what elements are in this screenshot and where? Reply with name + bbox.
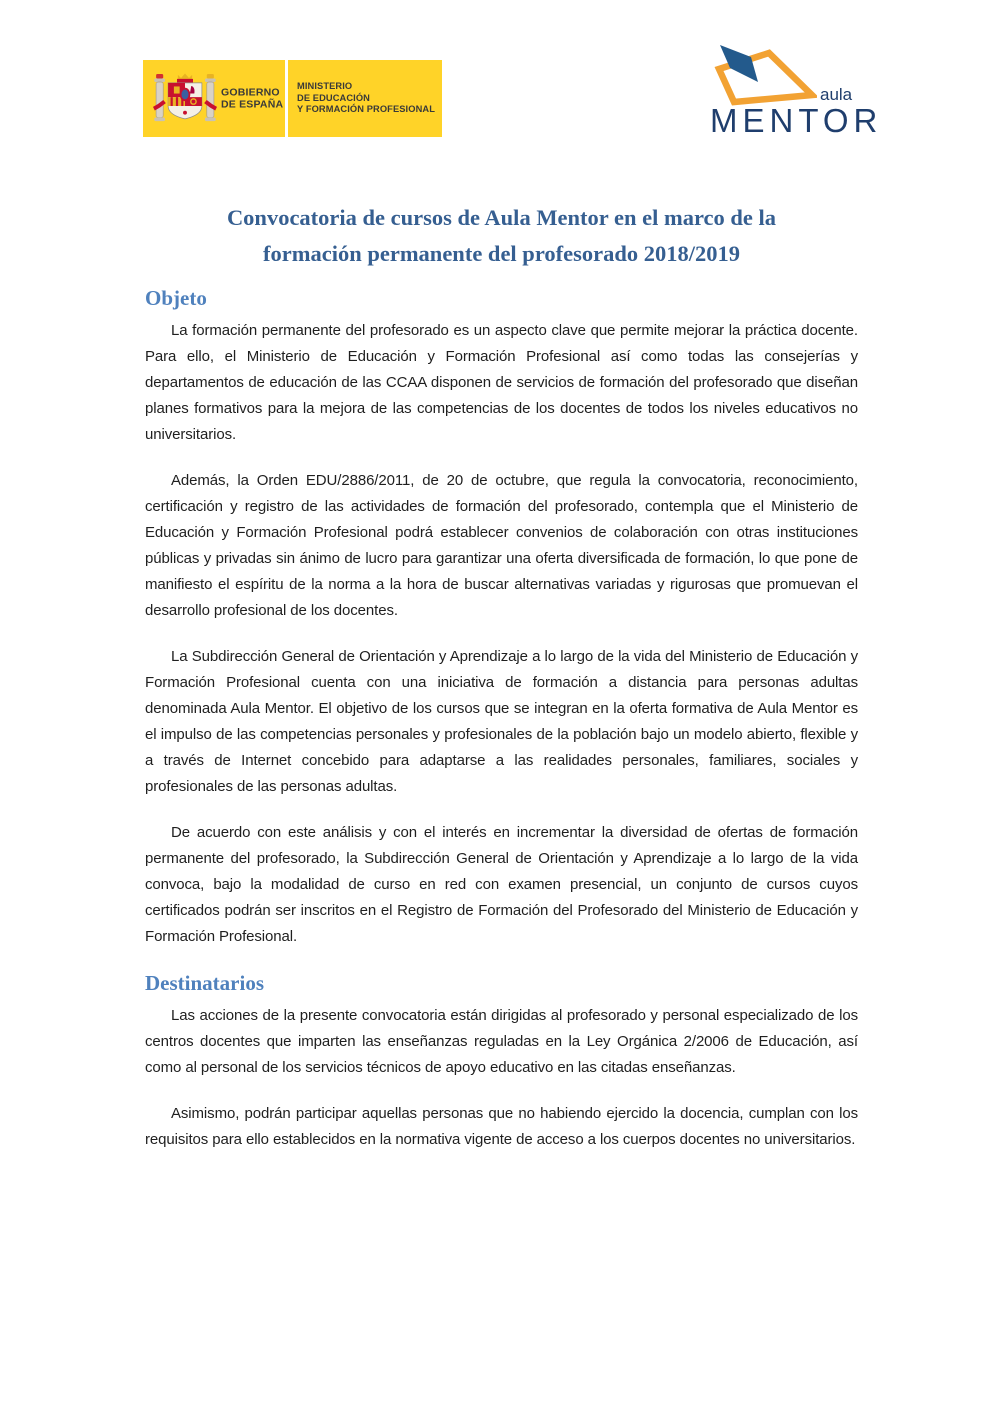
- paragraph: La Subdirección General de Orientación y Aprendizaje a lo largo de la vida del Ministerio de Educación y Formación Profesional cuenta con una iniciativa de formación a distancia para personas adultas denominada Aula Mentor. El objetivo de los cursos que se integran en la oferta formativa de Aula Mentor es el impulso de las competencias personales y profesionales de la población bajo un modelo abierto, flexible y a través de Internet concebido para adaptarse a las realidades personales, familiares, sociales y profesionales de las personas adultas.: [145, 648, 858, 795]
- aula-label: aula: [820, 85, 853, 104]
- section-objeto: [145, 285, 858, 950]
- document-title: [145, 200, 858, 272]
- gov-name-line: GOBIERNO: [221, 86, 280, 98]
- title-line-1: Convocatoria de cursos de Aula Mentor en el marco de la: [226, 205, 777, 230]
- ministry-name-line: Y FORMACIÓN PROFESIONAL: [297, 104, 435, 115]
- section-heading-destinatarios: Destinatarios: [145, 971, 264, 995]
- mentor-label: MENTOR: [710, 102, 883, 139]
- paragraph: Las acciones de la presente convocatoria están dirigidas al profesorado y personal especializado de los centros docentes que imparten las enseñanzas reguladas en la Ley Orgánica 2/2006 de Educación, así como al personal de los servicios técnicos de apoyo educativo en las citadas enseñanzas.: [145, 1007, 858, 1076]
- paragraph: Además, la Orden EDU/2886/2011, de 20 de octubre, que regula la convocatoria, reconocimiento, certificación y registro de las actividades de formación del profesorado, contempla que el Ministerio de Educación y Formación Profesional podrá establecer convenios de colaboración con otras instituciones públicas y privadas sin ánimo de lucro para garantizar una oferta diversificada de formación, lo que pone de manifiesto el espíritu de la norma a la hora de buscar alternativas variadas y rigurosas que promuevan el desarrollo profesional de los docentes.: [145, 472, 858, 619]
- paragraph: La formación permanente del profesorado es un aspecto clave que permite mejorar la práctica docente. Para ello, el Ministerio de Educación y Formación Profesional así como todas las consejerías y departamentos de educación de las CCAA disponen de servicios de formación del profesorado que diseñan planes formativos para la mejora de las competencias de los docentes de todos los niveles educativos no universitarios.: [145, 322, 858, 443]
- ministry-name-line: DE EDUCACIÓN: [297, 92, 370, 103]
- section-heading-objeto: Objeto: [145, 286, 207, 310]
- paragraph: Asimismo, podrán participar aquellas personas que no habiendo ejercido la docencia, cumplan con los requisitos para ello establecidos en la normativa vigente de acceso a los cuerpos docentes no universitarios.: [145, 1105, 858, 1148]
- ministry-name-line: MINISTERIO: [297, 81, 353, 92]
- paragraph: De acuerdo con este análisis y con el interés en incrementar la diversidad de ofertas de formación permanente del profesorado, la Subdirección General de Orientación y Aprendizaje a lo largo de la vida convoca, bajo la modalidad de curso en red con examen presencial, un conjunto de cursos cuyos certificados podrán ser inscritos en el Registro de Formación del Profesorado del Ministerio de Educación y Formación Profesional.: [145, 824, 858, 945]
- gov-name-line: DE ESPAÑA: [221, 98, 284, 111]
- section-destinatarios: [145, 970, 858, 1153]
- title-line-2: formación permanente del profesorado 2018/2019: [262, 241, 741, 266]
